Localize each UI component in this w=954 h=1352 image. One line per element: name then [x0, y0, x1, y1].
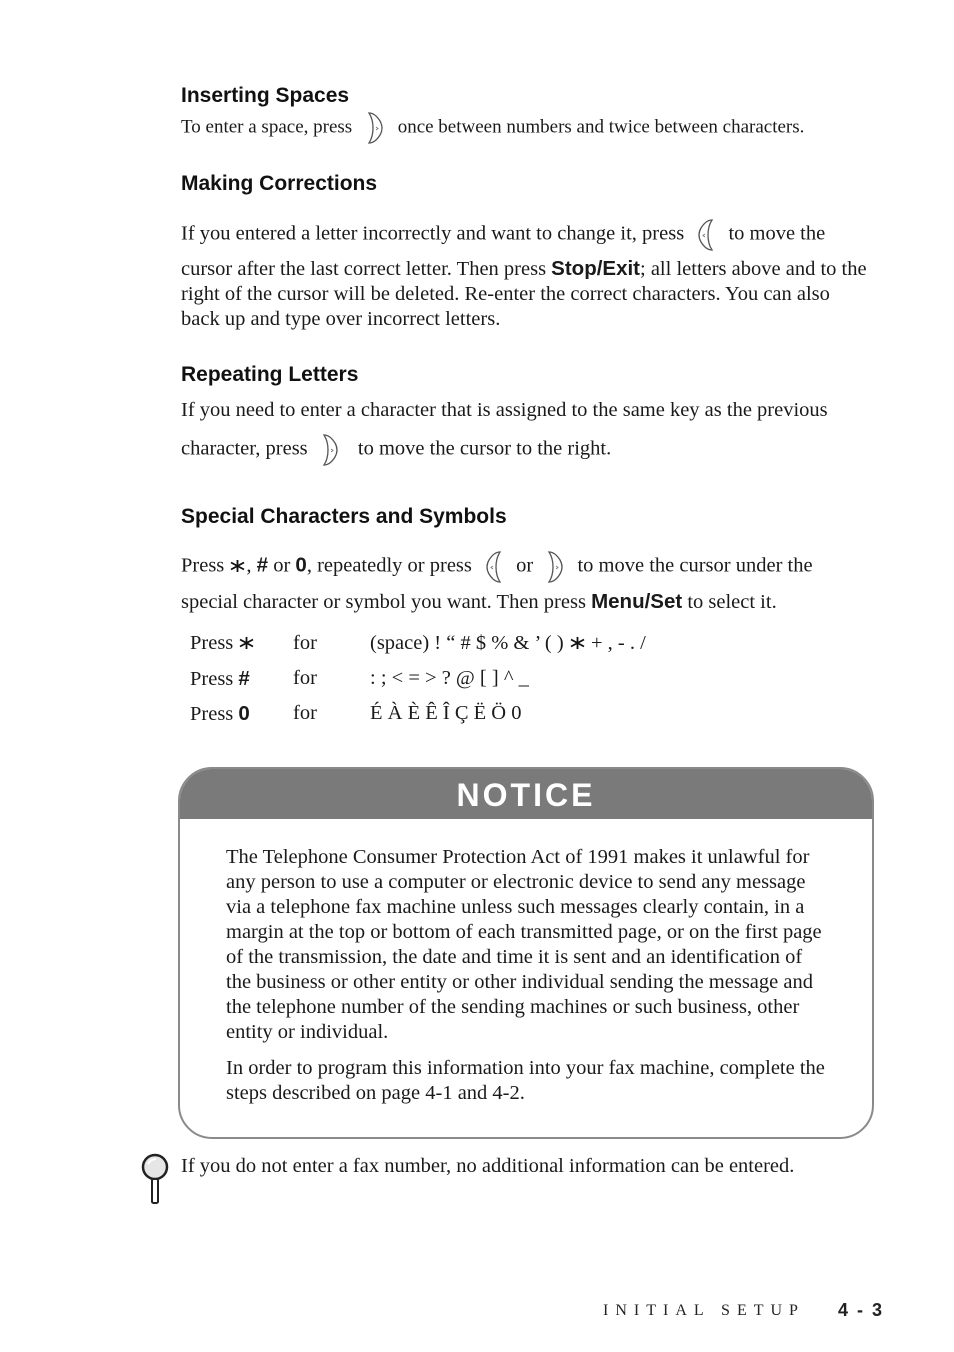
hash-key-label: # [238, 667, 250, 690]
table-cell-for: for [293, 702, 317, 724]
table-cell-for: for [293, 632, 317, 654]
text-segment: or [516, 554, 534, 577]
text-segment: the right of the cursor will be deleted. Re-enter the correct characters. You can also back up and type over incorrect letters. [181, 258, 867, 330]
text-segment: Press [190, 703, 239, 725]
table-row [190, 702, 250, 726]
hash-key-label: # [256, 553, 269, 577]
table-row [190, 632, 255, 655]
notice-title: NOTICE [456, 777, 596, 813]
table-cell-chars: : ; < = > ? @ [ ] ^ _ [370, 667, 529, 689]
repeating-line1: If you need to enter a character that is assigned to the same key as the previous [181, 399, 828, 421]
notice-box [178, 767, 874, 1139]
left-arrow-key-icon [483, 550, 505, 584]
corrections-paragraph [181, 256, 873, 332]
notice-header [180, 769, 872, 819]
magnifier-note-icon [140, 1152, 172, 1206]
text-segment: to move the [728, 222, 826, 245]
menu-set-key-label: Menu/Set [591, 590, 683, 613]
text-segment: (space) ! “ # $ % & ’ ( ) [370, 632, 564, 654]
inserting-spaces-text [181, 111, 804, 145]
right-arrow-key-icon [364, 111, 386, 145]
text-segment: to move the cursor to the right. [357, 437, 612, 460]
heading-special-characters: Special Characters and Symbols [181, 505, 507, 528]
footer-section-title: INITIAL SETUP [603, 1302, 805, 1319]
right-arrow-key-icon [319, 433, 341, 467]
table-row [190, 667, 250, 691]
zero-key-label: 0 [238, 702, 250, 725]
notice-paragraph: The Telephone Consumer Protection Act of 1991 makes it unlawful for any person to use a computer or electronic device to send any message via a telephone fax machine unless such messages clearly contain, in a margin at the top or bottom of each transmitted page, or on the first page of the transmission, the date and time it is sent and an identification of the business or other entity or other individual sending the message and the telephone number of the sending machines or such business, other entity or individual. [226, 846, 822, 1043]
text-segment: Press [190, 632, 239, 654]
text-segment: to move the cursor under the [577, 554, 813, 577]
special-line1 [181, 550, 813, 584]
page-number: 4 - 3 [838, 1300, 885, 1320]
text-segment: or [268, 554, 296, 577]
zero-key-label: 0 [295, 553, 307, 577]
text-segment: If you entered a letter incorrectly and want to change it, press [181, 222, 685, 245]
stop-exit-key-label: Stop/Exit [551, 257, 641, 280]
star-key-icon [238, 633, 255, 647]
text-segment: + , - . / [590, 632, 646, 654]
repeating-line2 [181, 433, 611, 467]
heading-repeating-letters: Repeating Letters [181, 363, 359, 386]
table-cell-for: for [293, 667, 317, 689]
text-segment: once between numbers and twice between characters. [397, 116, 805, 138]
table-cell-chars: É À È Ê Î Ç Ë Ö 0 [370, 702, 522, 724]
table-cell-chars [370, 632, 646, 655]
text-segment: Press [181, 554, 230, 577]
text-segment: Press [190, 668, 239, 690]
right-arrow-key-icon [544, 550, 566, 584]
text-segment: to select it. [682, 591, 777, 613]
star-key-icon [229, 555, 246, 569]
text-segment: ; all letters above and to [640, 258, 837, 280]
left-arrow-key-icon [695, 218, 717, 252]
heading-inserting-spaces: Inserting Spaces [181, 84, 350, 107]
heading-making-corrections: Making Corrections [181, 172, 378, 195]
text-segment: cursor after the last correct letter. Then press [181, 258, 552, 280]
tip-text: If you do not enter a fax number, no additional information can be entered. [181, 1155, 795, 1177]
text-segment: , [246, 554, 257, 577]
text-segment: , repeatedly or press [306, 554, 472, 577]
star-symbol-icon [569, 633, 586, 647]
text-segment: special character or symbol you want. Then press [181, 591, 592, 613]
notice-body [226, 845, 826, 1117]
corrections-line1 [181, 218, 873, 252]
special-line2 [181, 589, 777, 615]
text-segment: To enter a space, press [181, 116, 353, 138]
notice-paragraph: In order to program this information into your fax machine, complete the steps described on page 4-1 and 4-2. [226, 1057, 825, 1104]
text-segment: character, press [181, 437, 308, 460]
